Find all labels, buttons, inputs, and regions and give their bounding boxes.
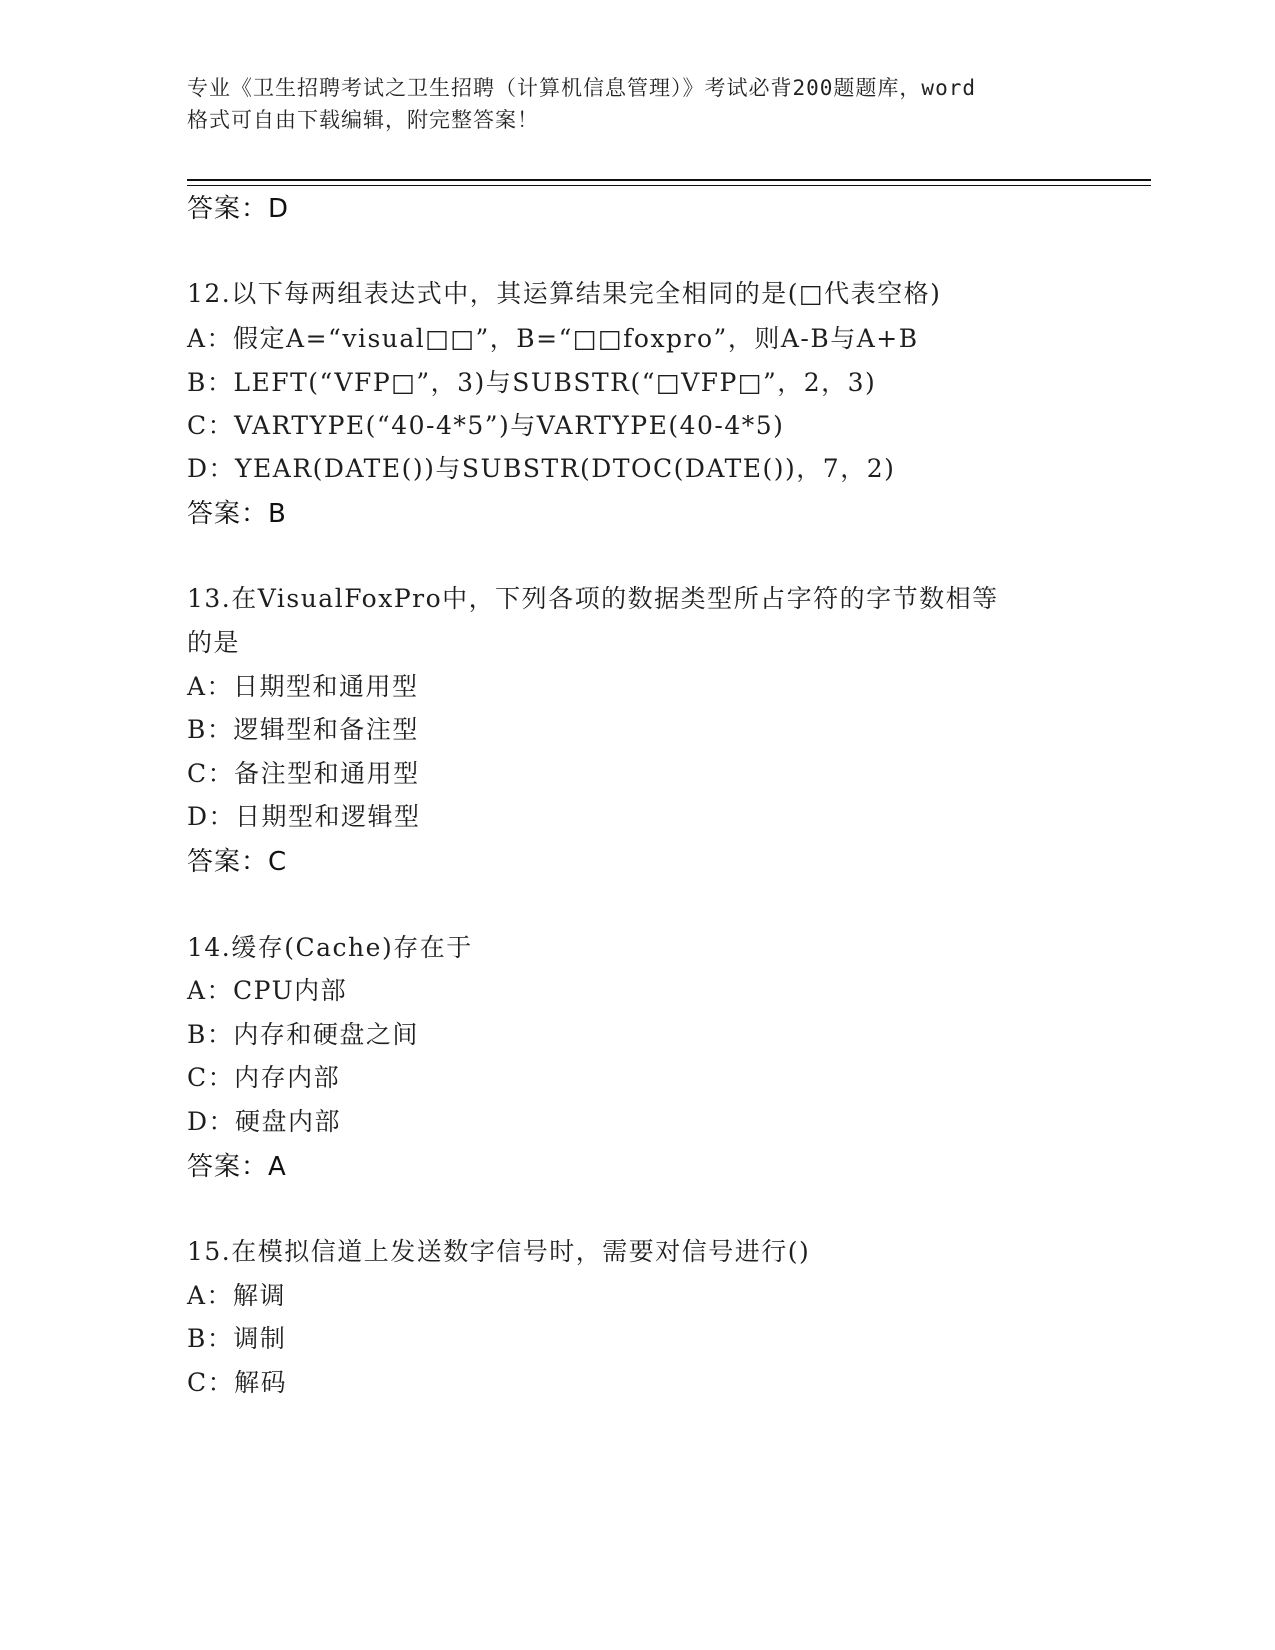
question-13-option-c: C：备注型和通用型 [187,759,420,788]
header-line-2: 格式可自由下载编辑，附完整答案！ [187,108,539,132]
header-divider-thick [187,179,1151,181]
question-13-stem-line-1: 13.在VisualFoxPro中，下列各项的数据类型所占字符的字节数相等 [187,584,999,613]
question-15-stem: 15.在模拟信道上发送数字信号时，需要对信号进行() [187,1237,811,1266]
question-14-option-b: B：内存和硬盘之间 [187,1020,419,1049]
question-13-option-a: A：日期型和通用型 [187,672,419,701]
answer-13: 答案：C [187,847,288,877]
question-15-option-a: A：解调 [187,1281,287,1310]
question-12-option-d: D：YEAR(DATE())与SUBSTR(DTOC(DATE())，7，2) [187,454,896,483]
header-divider-thin [187,185,1151,186]
header-line-1: 专业《卫生招聘考试之卫生招聘（计算机信息管理）》考试必背200题题库，word [187,76,976,100]
question-14-option-d: D：硬盘内部 [187,1107,342,1136]
question-14-option-c: C：内存内部 [187,1063,341,1092]
question-13-option-d: D：日期型和逻辑型 [187,802,421,831]
question-12-stem: 12.以下每两组表达式中，其运算结果完全相同的是(□代表空格) [187,279,942,308]
header-text [187,72,1087,136]
answer-11: 答案：D [187,194,290,224]
question-15-option-c: C：解码 [187,1368,288,1397]
question-15-option-b: B：调制 [187,1324,287,1353]
question-14-stem: 14.缓存(Cache)存在于 [187,933,473,962]
answer-12: 答案：B [187,499,287,529]
question-12-option-a: A：假定A=“visual□□”，B=“□□foxpro”，则A-B与A+B [187,324,919,353]
answer-14: 答案：A [187,1152,287,1182]
question-12-option-c: C：VARTYPE(“40-4*5”)与VARTYPE(40-4*5) [187,411,785,440]
question-13-option-b: B：逻辑型和备注型 [187,715,419,744]
question-13-stem-line-2: 的是 [187,628,241,657]
question-14-option-a: A：CPU内部 [187,976,348,1005]
question-12-option-b: B：LEFT(“VFP□”，3)与SUBSTR(“□VFP□”，2，3) [187,368,877,397]
